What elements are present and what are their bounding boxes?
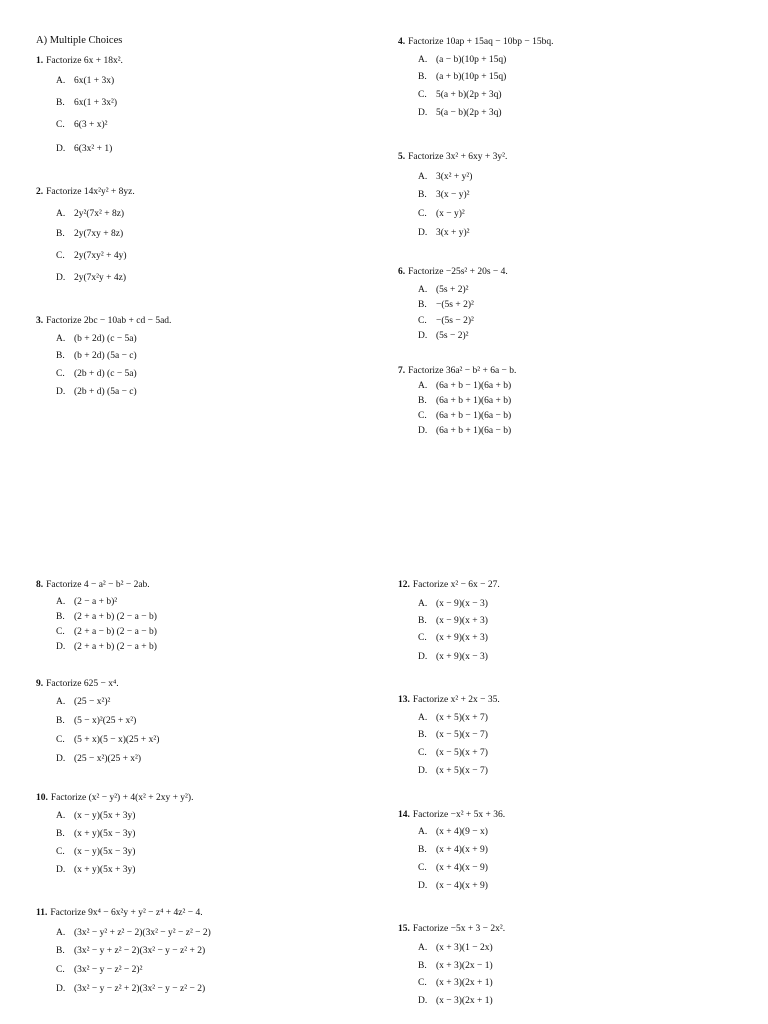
option-text: (x − 9)(x + 3) bbox=[436, 616, 488, 626]
answer-option bbox=[418, 749, 488, 759]
answer-option bbox=[56, 252, 127, 262]
answer-option bbox=[418, 846, 488, 856]
option-letter: B. bbox=[56, 351, 65, 361]
answer-option bbox=[418, 301, 474, 311]
question-text: Factorize 36a² − b² + 6a − b. bbox=[408, 366, 517, 376]
option-text: (6a + b − 1)(6a + b) bbox=[436, 381, 512, 391]
answer-option bbox=[56, 335, 137, 345]
option-letter: D. bbox=[56, 387, 66, 397]
option-letter: D. bbox=[418, 652, 428, 662]
answer-option bbox=[418, 332, 468, 342]
option-text: (x + 4)(x − 9) bbox=[436, 863, 488, 873]
question-text: Factorize −25s² + 20s − 4. bbox=[408, 267, 508, 277]
option-text: (x + 4)(x + 9) bbox=[436, 845, 488, 855]
answer-option bbox=[418, 944, 493, 954]
option-text: 6(3x² + 1) bbox=[74, 144, 113, 154]
question-number: 10. bbox=[36, 793, 48, 803]
option-letter: C. bbox=[56, 735, 65, 745]
question-11 bbox=[36, 908, 211, 994]
answer-option bbox=[418, 828, 488, 838]
question-text: Factorize x² + 2x − 35. bbox=[412, 695, 500, 705]
option-text: (2 + a + b) (2 − a + b) bbox=[74, 642, 157, 652]
question-number: 4. bbox=[398, 37, 406, 47]
option-letter: C. bbox=[56, 965, 65, 975]
option-letter: A. bbox=[56, 209, 66, 219]
question-stem bbox=[36, 680, 119, 690]
option-text: (x − y)² bbox=[436, 209, 465, 219]
question-stem bbox=[398, 811, 505, 821]
option-text: (x − 9)(x − 3) bbox=[436, 599, 488, 609]
option-text: (6a + b − 1)(6a − b) bbox=[436, 411, 512, 421]
question-8 bbox=[36, 580, 157, 652]
question-5 bbox=[398, 152, 508, 238]
option-text: (x − 5)(x + 7) bbox=[436, 748, 488, 758]
option-letter: A. bbox=[418, 943, 428, 953]
answer-option bbox=[56, 929, 211, 939]
option-text: (5s − 2)² bbox=[436, 331, 469, 341]
option-letter: C. bbox=[418, 633, 427, 643]
option-letter: B. bbox=[56, 716, 65, 726]
answer-option bbox=[418, 979, 493, 989]
option-letter: B. bbox=[418, 616, 427, 626]
question-13 bbox=[398, 695, 500, 776]
answer-option bbox=[56, 274, 126, 284]
answer-option bbox=[418, 962, 493, 972]
option-letter: A. bbox=[418, 599, 428, 609]
option-text: 2y(7x²y + 4z) bbox=[74, 273, 126, 283]
option-text: (6a + b + 1)(6a + b) bbox=[436, 396, 512, 406]
answer-option bbox=[418, 382, 511, 392]
option-text: 6x(1 + 3x) bbox=[74, 76, 115, 86]
question-number: 1. bbox=[36, 56, 44, 66]
option-text: (x − y)(5x − 3y) bbox=[74, 847, 136, 857]
answer-option bbox=[418, 56, 506, 66]
answer-option bbox=[418, 317, 474, 327]
option-text: (x + y)(5x + 3y) bbox=[74, 865, 136, 875]
option-text: (x + 9)(x − 3) bbox=[436, 652, 488, 662]
option-text: (x − 3)(2x + 1) bbox=[436, 996, 493, 1006]
option-letter: D. bbox=[56, 144, 66, 154]
option-text: 5(a − b)(2p + 3q) bbox=[436, 108, 502, 118]
option-letter: D. bbox=[56, 865, 66, 875]
question-stem bbox=[398, 696, 500, 706]
option-text: −(5s + 2)² bbox=[436, 300, 474, 310]
option-letter: A. bbox=[418, 381, 428, 391]
option-letter: A. bbox=[56, 928, 66, 938]
option-letter: C. bbox=[56, 847, 65, 857]
option-text: 2y(7xy + 8z) bbox=[74, 229, 124, 239]
answer-option bbox=[56, 717, 136, 727]
option-letter: B. bbox=[418, 72, 427, 82]
answer-option bbox=[56, 848, 135, 858]
option-letter: C. bbox=[418, 316, 427, 326]
option-letter: A. bbox=[56, 76, 66, 86]
question-number: 15. bbox=[398, 924, 410, 934]
question-text: Factorize −x² + 5x + 36. bbox=[412, 810, 506, 820]
option-letter: C. bbox=[56, 627, 65, 637]
option-text: (a + b)(10p + 15q) bbox=[436, 72, 507, 82]
question-number: 3. bbox=[36, 316, 44, 326]
option-letter: C. bbox=[418, 978, 427, 988]
answer-option bbox=[418, 191, 470, 201]
option-text: (5 + x)(5 − x)(25 + x²) bbox=[74, 735, 160, 745]
question-stem bbox=[36, 57, 123, 67]
option-letter: B. bbox=[56, 946, 65, 956]
option-text: (b + 2d) (5a − c) bbox=[74, 351, 137, 361]
option-text: (x − y)(5x + 3y) bbox=[74, 811, 136, 821]
question-text: Factorize x² − 6x − 27. bbox=[412, 580, 500, 590]
option-text: (2 + a − b) (2 − a − b) bbox=[74, 627, 157, 637]
option-letter: A. bbox=[418, 285, 428, 295]
question-stem bbox=[398, 925, 505, 935]
answer-option bbox=[418, 767, 488, 777]
question-stem bbox=[36, 188, 135, 198]
option-text: (2b + d) (c − 5a) bbox=[74, 369, 137, 379]
option-text: (3x² − y − z² + 2)(3x² − y − z² − 2) bbox=[74, 984, 206, 994]
answer-option bbox=[56, 866, 135, 876]
question-stem bbox=[398, 153, 507, 163]
option-text: −(5s − 2)² bbox=[436, 316, 474, 326]
option-text: (25 − x²)(25 + x²) bbox=[74, 754, 142, 764]
question-15 bbox=[398, 924, 506, 1006]
option-letter: D. bbox=[418, 228, 428, 238]
option-letter: D. bbox=[418, 331, 428, 341]
question-text: Factorize 4 − a² − b² − 2ab. bbox=[46, 580, 150, 590]
option-letter: D. bbox=[418, 766, 428, 776]
option-letter: D. bbox=[418, 108, 428, 118]
question-7 bbox=[398, 366, 517, 436]
answer-option bbox=[418, 600, 488, 610]
option-letter: C. bbox=[418, 863, 427, 873]
option-text: 2y²(7x² + 8z) bbox=[74, 209, 125, 219]
option-letter: B. bbox=[56, 229, 65, 239]
answer-option bbox=[418, 864, 488, 874]
question-4 bbox=[398, 37, 554, 118]
answer-option bbox=[418, 412, 511, 422]
answer-option bbox=[56, 598, 117, 608]
answer-option bbox=[56, 352, 137, 362]
answer-option bbox=[418, 91, 502, 101]
option-text: (x + y)(5x − 3y) bbox=[74, 829, 136, 839]
answer-option bbox=[56, 370, 137, 380]
option-letter: D. bbox=[56, 984, 66, 994]
answer-option bbox=[418, 229, 470, 239]
question-14 bbox=[398, 810, 506, 891]
answer-option bbox=[56, 812, 135, 822]
answer-option bbox=[56, 230, 123, 240]
option-letter: A. bbox=[56, 811, 66, 821]
answer-option bbox=[418, 286, 468, 296]
answer-option bbox=[56, 121, 108, 131]
option-letter: B. bbox=[418, 730, 427, 740]
option-text: (x + 5)(x + 7) bbox=[436, 713, 488, 723]
answer-option bbox=[418, 397, 511, 407]
option-text: (3x² − y + z² − 2)(3x² − y − z² + 2) bbox=[74, 946, 206, 956]
question-text: Factorize 14x²y² + 8yz. bbox=[46, 187, 135, 197]
answer-option bbox=[56, 613, 157, 623]
option-text: 3(x − y)² bbox=[436, 190, 470, 200]
option-letter: C. bbox=[418, 90, 427, 100]
option-text: 6(3 + x)² bbox=[74, 120, 108, 130]
answer-option bbox=[56, 755, 141, 765]
option-text: (x + 9)(x + 3) bbox=[436, 633, 488, 643]
question-12 bbox=[398, 580, 500, 662]
question-stem bbox=[36, 794, 193, 804]
option-text: (2b + d) (5a − c) bbox=[74, 387, 137, 397]
option-letter: B. bbox=[56, 612, 65, 622]
option-letter: A. bbox=[56, 334, 66, 344]
answer-option bbox=[56, 388, 137, 398]
option-text: (5s + 2)² bbox=[436, 285, 469, 295]
option-letter: D. bbox=[56, 642, 66, 652]
answer-option bbox=[418, 109, 502, 119]
option-letter: C. bbox=[56, 120, 65, 130]
question-text: Factorize (x² − y²) + 4(x² + 2xy + y²). bbox=[50, 793, 194, 803]
answer-option bbox=[56, 985, 205, 995]
section-title: A) Multiple Choices bbox=[36, 35, 123, 46]
question-number: 2. bbox=[36, 187, 44, 197]
answer-option bbox=[56, 210, 124, 220]
option-letter: B. bbox=[56, 829, 65, 839]
answer-option bbox=[418, 882, 488, 892]
option-letter: D. bbox=[418, 881, 428, 891]
option-text: 6x(1 + 3x²) bbox=[74, 98, 118, 108]
question-number: 6. bbox=[398, 267, 406, 277]
option-letter: C. bbox=[418, 411, 427, 421]
option-letter: C. bbox=[56, 251, 65, 261]
question-text: Factorize −5x + 3 − 2x². bbox=[412, 924, 506, 934]
answer-option bbox=[418, 173, 472, 183]
answer-option bbox=[56, 830, 135, 840]
option-text: (x − 5)(x − 7) bbox=[436, 730, 488, 740]
question-stem bbox=[36, 581, 150, 591]
answer-option bbox=[56, 966, 142, 976]
question-stem bbox=[398, 581, 500, 591]
question-text: Factorize 2bc − 10ab + cd − 5ad. bbox=[46, 316, 172, 326]
option-letter: D. bbox=[418, 996, 428, 1006]
question-text: Factorize 6x + 18x². bbox=[46, 56, 123, 66]
option-letter: B. bbox=[418, 300, 427, 310]
option-text: (a − b)(10p + 15q) bbox=[436, 55, 507, 65]
question-stem bbox=[398, 38, 553, 48]
option-text: (25 − x²)² bbox=[74, 697, 111, 707]
option-letter: B. bbox=[418, 190, 427, 200]
option-letter: B. bbox=[418, 396, 427, 406]
answer-option bbox=[418, 997, 493, 1007]
answer-option bbox=[418, 427, 511, 437]
option-letter: A. bbox=[418, 827, 428, 837]
option-letter: B. bbox=[418, 961, 427, 971]
option-text: 2y(7xy² + 4y) bbox=[74, 251, 127, 261]
question-number: 5. bbox=[398, 152, 406, 162]
option-text: (5 − x)²(25 + x²) bbox=[74, 716, 137, 726]
question-number: 13. bbox=[398, 695, 410, 705]
answer-option bbox=[56, 99, 117, 109]
option-text: (6a + b + 1)(6a − b) bbox=[436, 426, 512, 436]
question-2 bbox=[36, 187, 135, 283]
answer-option bbox=[418, 617, 488, 627]
option-letter: A. bbox=[56, 597, 66, 607]
option-text: 5(a + b)(2p + 3q) bbox=[436, 90, 502, 100]
option-letter: D. bbox=[418, 426, 428, 436]
option-text: 3(x² + y²) bbox=[436, 172, 473, 182]
question-9 bbox=[36, 679, 160, 764]
option-letter: D. bbox=[56, 273, 66, 283]
option-letter: C. bbox=[418, 748, 427, 758]
question-stem bbox=[36, 317, 171, 327]
question-text: Factorize 10ap + 15aq − 10bp − 15bq. bbox=[408, 37, 554, 47]
answer-option bbox=[418, 731, 488, 741]
question-6 bbox=[398, 267, 508, 341]
question-number: 14. bbox=[398, 810, 410, 820]
option-text: (2 − a + b)² bbox=[74, 597, 118, 607]
option-letter: A. bbox=[56, 697, 66, 707]
option-letter: A. bbox=[418, 55, 428, 65]
question-number: 11. bbox=[36, 908, 48, 918]
answer-option bbox=[418, 210, 465, 220]
question-10 bbox=[36, 793, 194, 875]
answer-option bbox=[56, 145, 112, 155]
question-text: Factorize 625 − x⁴. bbox=[46, 679, 119, 689]
answer-option bbox=[56, 947, 205, 957]
option-letter: A. bbox=[418, 713, 428, 723]
question-number: 8. bbox=[36, 580, 44, 590]
question-number: 9. bbox=[36, 679, 44, 689]
option-letter: C. bbox=[418, 209, 427, 219]
option-letter: A. bbox=[418, 172, 428, 182]
option-text: (x − 4)(x + 9) bbox=[436, 881, 488, 891]
option-letter: B. bbox=[56, 98, 65, 108]
option-text: (x + 4)(9 − x) bbox=[436, 827, 488, 837]
option-text: (3x² − y − z² − 2)² bbox=[74, 965, 143, 975]
answer-option bbox=[56, 698, 110, 708]
answer-option bbox=[418, 73, 506, 83]
option-text: (x + 3)(2x − 1) bbox=[436, 961, 493, 971]
question-text: Factorize 9x⁴ − 6x²y + y² − z⁴ + 4z² − 4. bbox=[50, 908, 203, 918]
question-number: 12. bbox=[398, 580, 410, 590]
answer-option bbox=[56, 77, 114, 87]
option-letter: C. bbox=[56, 369, 65, 379]
answer-option bbox=[418, 714, 488, 724]
question-3 bbox=[36, 316, 172, 397]
question-stem bbox=[36, 909, 203, 919]
answer-option bbox=[56, 643, 157, 653]
question-number: 7. bbox=[398, 366, 406, 376]
option-letter: B. bbox=[418, 845, 427, 855]
question-text: Factorize 3x² + 6xy + 3y². bbox=[408, 152, 508, 162]
option-text: (x + 3)(2x + 1) bbox=[436, 978, 493, 988]
option-text: (2 + a + b) (2 − a − b) bbox=[74, 612, 157, 622]
answer-option bbox=[56, 736, 159, 746]
question-stem bbox=[398, 268, 508, 278]
option-letter: D. bbox=[56, 754, 66, 764]
answer-option bbox=[56, 628, 157, 638]
option-text: (b + 2d) (c − 5a) bbox=[74, 334, 137, 344]
answer-option bbox=[418, 634, 488, 644]
option-text: (3x² − y² + z² − 2)(3x² − y² − z² − 2) bbox=[74, 928, 211, 938]
option-text: (x + 3)(1 − 2x) bbox=[436, 943, 493, 953]
option-text: (x + 5)(x − 7) bbox=[436, 766, 488, 776]
question-1 bbox=[36, 56, 123, 154]
answer-option bbox=[418, 653, 488, 663]
option-text: 3(x + y)² bbox=[436, 228, 470, 238]
question-stem bbox=[398, 367, 516, 377]
